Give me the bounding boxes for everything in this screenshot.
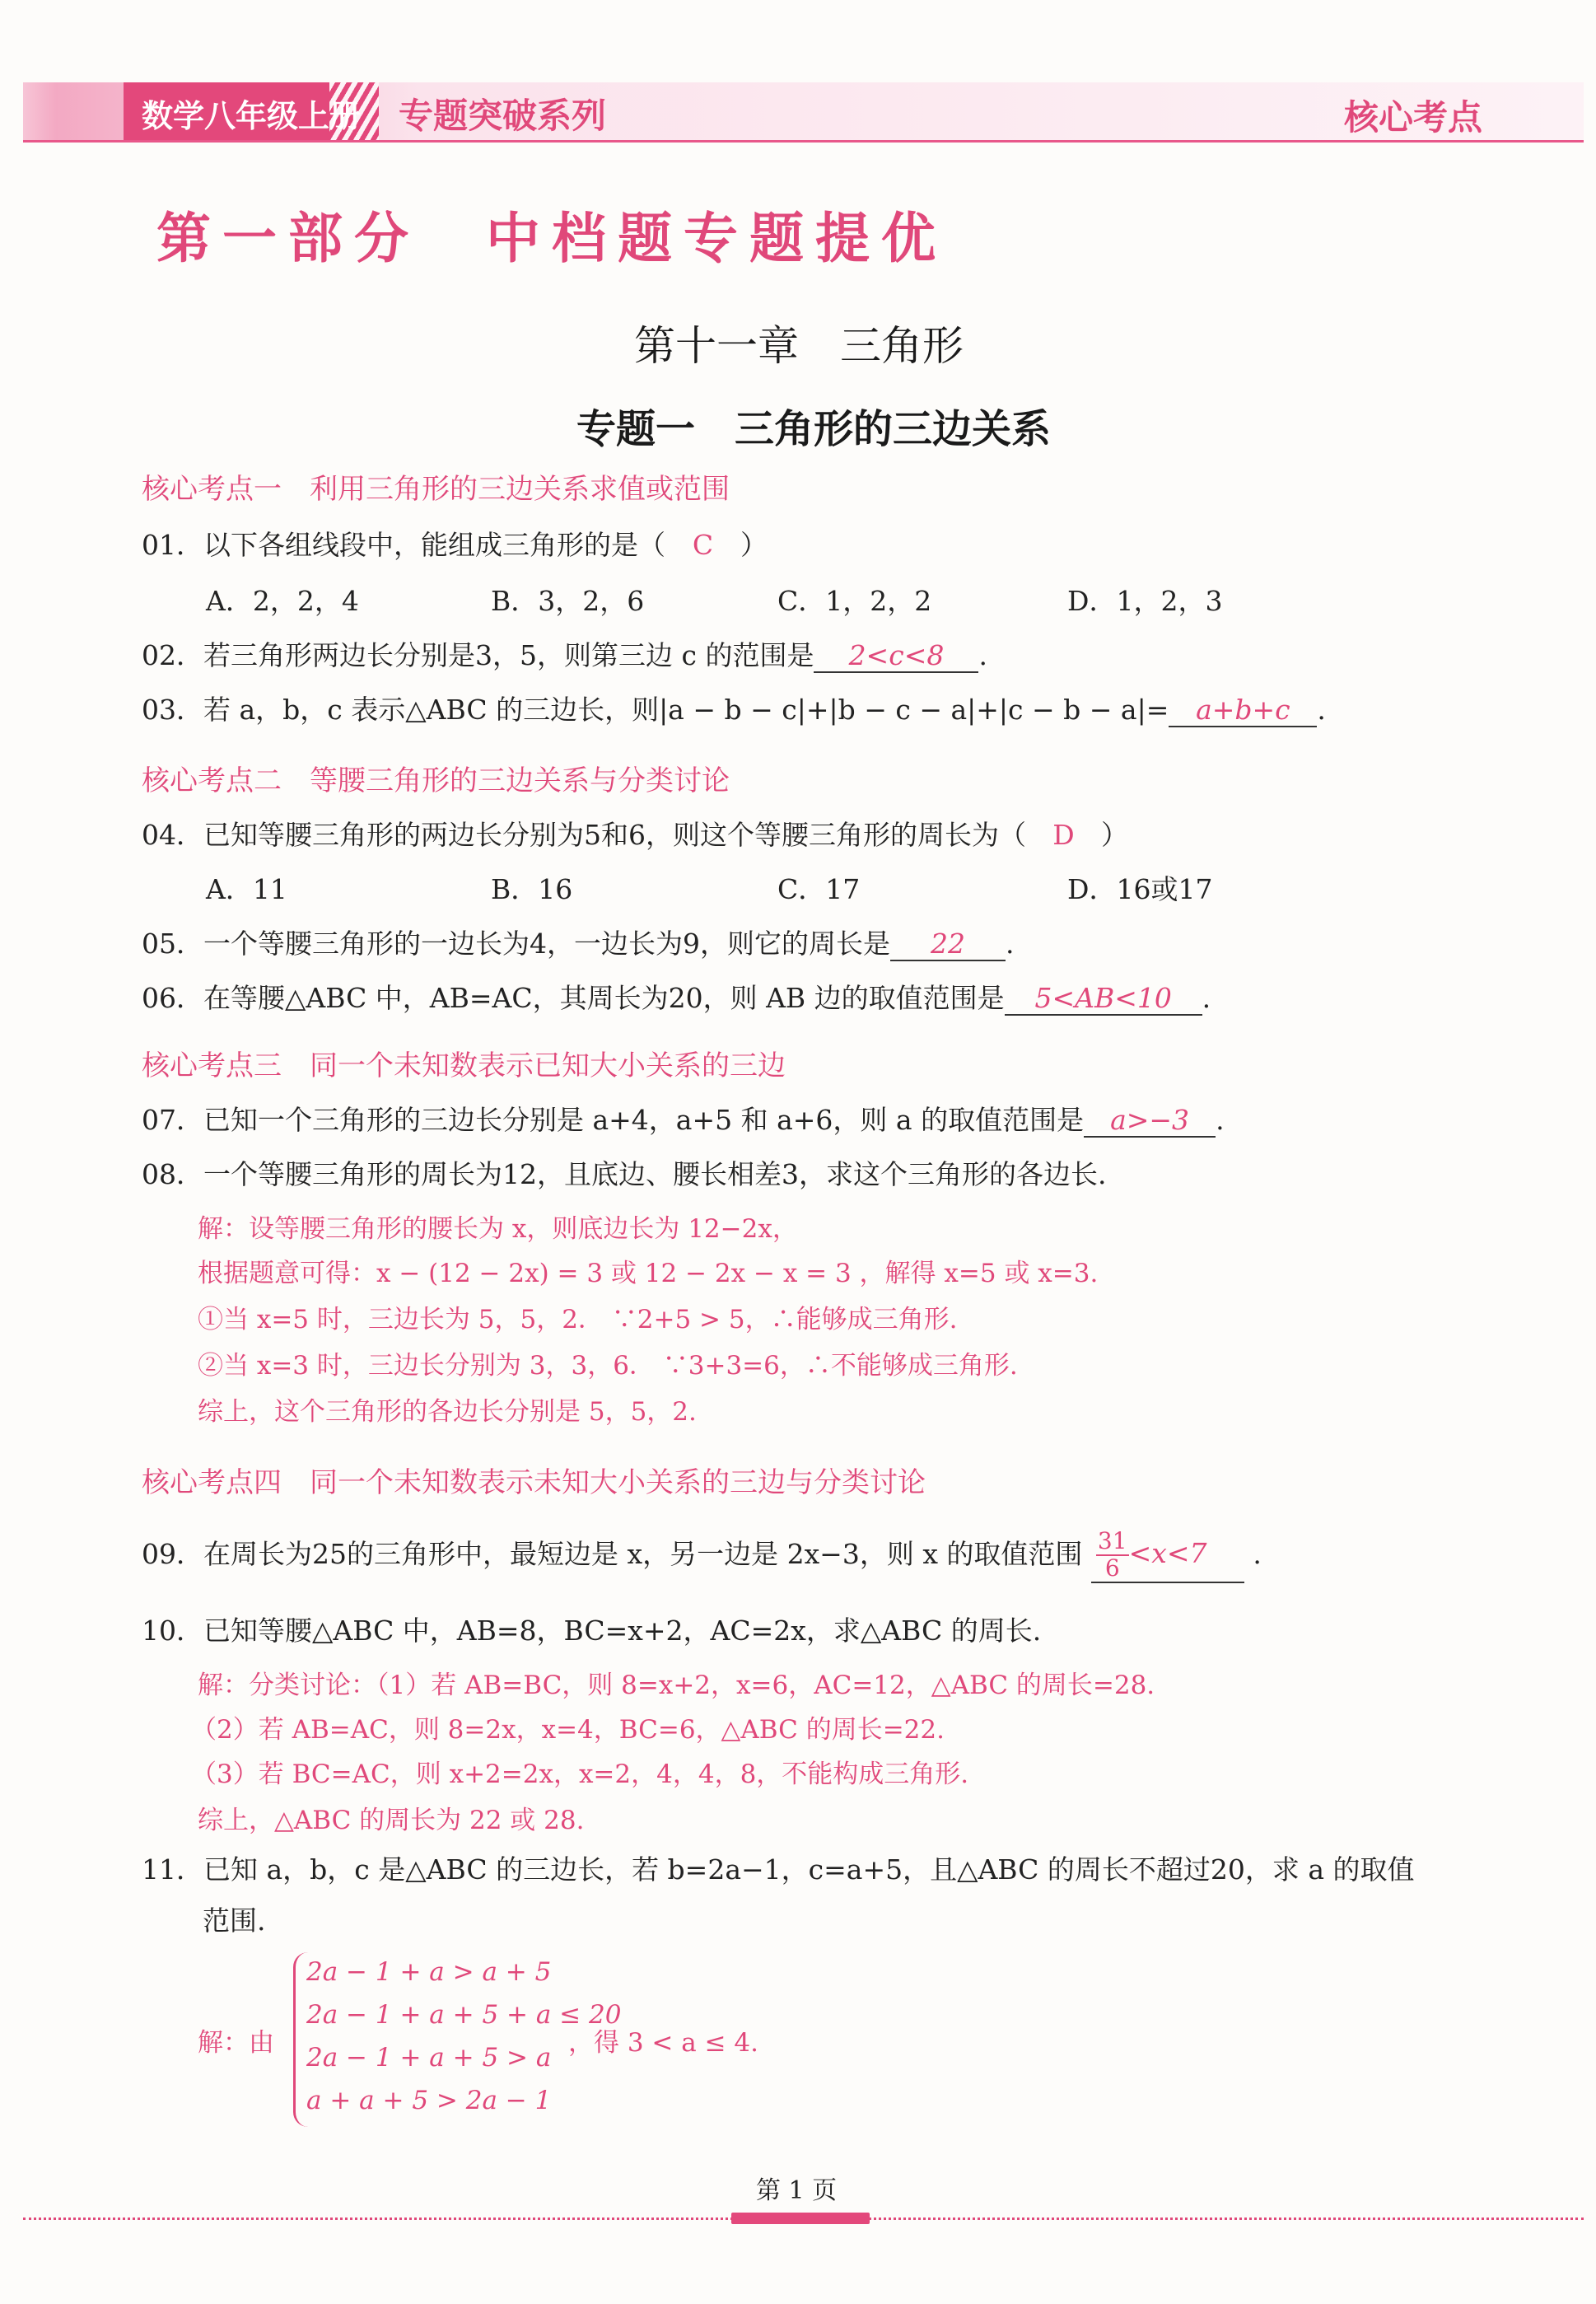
core-label: 核心考点 (1344, 97, 1483, 138)
fraction-denominator: 6 (1104, 1554, 1120, 1582)
option-c: C．17 (777, 873, 861, 905)
question-close: ） (740, 529, 768, 561)
question-end: . (1216, 1104, 1225, 1136)
key-point-heading: 核心考点一 利用三角形的三边关系求值或范围 (142, 473, 730, 506)
question-11: 11．已知 a，b，c 是△ABC 的三边长，若 b=2a−1，c=a+5，且△ABC 的周长不超过20，求 a 的取值 (142, 1853, 1415, 1886)
option-d: D．16或17 (1067, 873, 1213, 905)
question-08: 08．一个等腰三角形的周长为12，且底边、腰长相差3，求这个三角形的各边长. (142, 1158, 1107, 1190)
solution-line: 根据题意可得：x − (12 − 2x) = 3 或 12 − 2x − x = 3 ，解得 x=5 或 x=3. (198, 1259, 1099, 1288)
key-point-heading: 核心考点四 同一个未知数表示未知大小关系的三边与分类讨论 (142, 1466, 926, 1499)
key-point-heading: 核心考点二 等腰三角形的三边关系与分类讨论 (142, 764, 730, 797)
option-c: C．1，2，2 (777, 585, 932, 617)
question-text: 03．若 a，b，c 表示△ABC 的三边长，则|a − b − c|+|b − c − a|+|c − b − a|= (142, 694, 1169, 726)
question-09 (142, 1529, 1262, 1583)
answer-blank: 22 (890, 928, 1006, 961)
option-a: A．11 (206, 873, 287, 905)
question-text: 07．已知一个三角形的三边长分别是 a+4，a+5 和 a+6，则 a 的取值范围是 (142, 1104, 1085, 1136)
answer-blank: a>−3 (1084, 1104, 1216, 1138)
question-04 (142, 814, 1128, 853)
answer-blank: a+b+c (1169, 694, 1317, 727)
question-end: . (1317, 694, 1326, 726)
answer-fraction (1096, 1529, 1129, 1582)
answer-blank: 5<AB<10 (1005, 982, 1202, 1016)
fraction-numerator: 31 (1097, 1527, 1127, 1554)
answer-blank: 2<c<8 (814, 639, 978, 673)
inequality: a + a + 5 > 2a − 1 (306, 2086, 552, 2115)
question-text: 02．若三角形两边长分别是3，5，则第三边 c 的范围是 (142, 639, 814, 671)
solution-line: 解：分类讨论：（1）若 AB=BC，则 8=x+2，x=6，AC=12，△ABC 的周长=28. (198, 1671, 1155, 1700)
chapter-title: 第十一章 三角形 (634, 322, 964, 370)
question-01 (142, 524, 768, 563)
part-title: 第一部分 中档题专题提优 (156, 206, 947, 270)
solution-line: ②当 x=3 时，三边长分别为 3，3，6． ∵3+3=6，∴不能够成三角形. (198, 1351, 1018, 1381)
page-number: 第 1 页 (756, 2176, 838, 2205)
question-close: ） (1100, 819, 1128, 851)
question-text: 01．以下各组线段中，能组成三角形的是（ (142, 529, 665, 561)
topic-title: 专题一 三角形的三边关系 (576, 406, 1052, 452)
inequality: 2a − 1 + a + 5 + a ≤ 20 (306, 2000, 622, 2030)
question-07 (142, 1099, 1225, 1138)
question-03 (142, 689, 1326, 727)
question-text: 06．在等腰△ABC 中，AB=AC，其周长为20，则 AB 边的取值范围是 (142, 982, 1005, 1014)
question-text: 09．在周长为25的三角形中，最短边是 x，另一边是 2x−3，则 x 的取值范围 (142, 1537, 1083, 1570)
inequality: 2a − 1 + a > a + 5 (306, 1957, 552, 1987)
question-end: . (978, 639, 987, 671)
question-text: 05．一个等腰三角形的一边长为4，一边长为9，则它的周长是 (142, 928, 890, 960)
question-11-cont: 范围. (203, 1904, 266, 1937)
book-title: 数学八年级上册 (142, 98, 362, 134)
question-10: 10．已知等腰△ABC 中，AB=8，BC=x+2，AC=2x，求△ABC 的周长. (142, 1615, 1042, 1647)
question-text: 04．已知等腰三角形的两边长分别为5和6，则这个等腰三角形的周长为（ (142, 819, 1026, 851)
question-02 (142, 634, 987, 673)
solution-line: （2）若 AB=AC，则 8=2x，x=4，BC=6，△ABC 的周长=22. (191, 1715, 945, 1745)
series-title: 专题突破系列 (399, 96, 607, 136)
question-end: . (1202, 982, 1211, 1014)
solution-line: 解：设等腰三角形的腰长为 x，则底边长为 12−2x， (198, 1214, 798, 1244)
solution-line: （3）若 BC=AC，则 x+2=2x，x=2，4，4，8，不能构成三角形. (191, 1760, 969, 1789)
option-b: B．3，2，6 (491, 585, 645, 617)
answer-blank (1091, 1529, 1244, 1583)
question-06 (142, 977, 1211, 1016)
option-b: B．16 (491, 873, 573, 905)
solution-prefix: 解：由 (198, 2028, 274, 2058)
answer: D (1052, 819, 1075, 851)
option-a: A．2，2，4 (206, 585, 359, 617)
footer-marker (731, 2213, 870, 2224)
answer-rest: <x<7 (1128, 1536, 1207, 1569)
solution-suffix: ，得 3 < a ≤ 4. (568, 2028, 759, 2058)
solution-line: 综上，△ABC 的周长为 22 或 28. (198, 1806, 585, 1835)
solution-line: ①当 x=5 时，三边长为 5，5，2． ∵2+5 > 5，∴能够成三角形. (198, 1305, 958, 1334)
question-end: . (1005, 928, 1015, 960)
question-end: . (1253, 1537, 1262, 1570)
key-point-heading: 核心考点三 同一个未知数表示已知大小关系的三边 (142, 1049, 786, 1082)
option-d: D．1，2，3 (1067, 585, 1223, 617)
question-05 (142, 923, 1014, 961)
solution-line: 综上，这个三角形的各边长分别是 5，5，2. (198, 1397, 697, 1427)
inequality: 2a − 1 + a + 5 > a (306, 2043, 552, 2073)
answer: C (692, 529, 714, 561)
